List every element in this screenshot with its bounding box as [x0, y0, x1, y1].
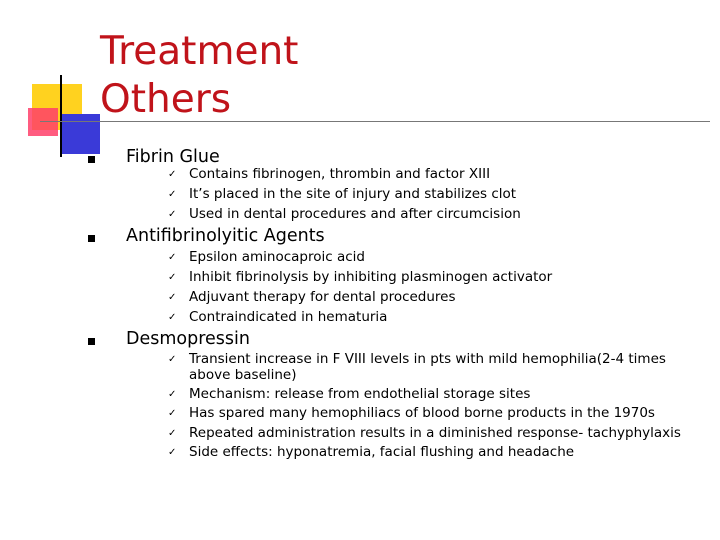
- checkmark-icon: ✓: [168, 312, 177, 323]
- list-item: Side effects: hyponatremia, facial flushing and headache: [189, 444, 575, 460]
- square-bullet-icon: [88, 156, 95, 163]
- list-item: Mechanism: release from endothelial storage sites: [189, 386, 531, 402]
- section-heading-fibrin-glue: Fibrin Glue: [126, 147, 220, 167]
- checkmark-icon: ✓: [168, 272, 177, 283]
- checkmark-icon: ✓: [168, 169, 177, 180]
- decor-blue-square: [62, 114, 100, 154]
- title-line-2: Others: [100, 77, 232, 122]
- slide-title: [100, 28, 298, 124]
- checkmark-icon: ✓: [168, 354, 177, 365]
- list-item: Adjuvant therapy for dental procedures: [189, 289, 456, 305]
- title-line-1: Treatment: [100, 29, 299, 74]
- checkmark-icon: ✓: [168, 428, 177, 439]
- list-item: Epsilon aminocaproic acid: [189, 249, 365, 265]
- checkmark-icon: ✓: [168, 189, 177, 200]
- list-item: Transient increase in F VIII levels in pts with mild hemophilia(2-4 times: [189, 351, 666, 367]
- checkmark-icon: ✓: [168, 292, 177, 303]
- square-bullet-icon: [88, 235, 95, 242]
- list-item: Inhibit fibrinolysis by inhibiting plasminogen activator: [189, 269, 553, 285]
- list-item: Used in dental procedures and after circumcision: [189, 206, 521, 222]
- checkmark-icon: ✓: [168, 408, 177, 419]
- checkmark-icon: ✓: [168, 209, 177, 220]
- list-item: Has spared many hemophiliacs of blood borne products in the 1970s: [189, 405, 655, 421]
- list-item: It’s placed in the site of injury and stabilizes clot: [189, 186, 517, 202]
- list-item: Repeated administration results in a diminished response- tachyphylaxis: [189, 425, 681, 441]
- decor-red-square: [28, 108, 58, 136]
- section-heading-antifibrinolytic: Antifibrinolyitic Agents: [126, 226, 325, 246]
- list-item-continuation: above baseline): [189, 367, 297, 383]
- checkmark-icon: ✓: [168, 389, 177, 400]
- square-bullet-icon: [88, 338, 95, 345]
- list-item: Contains fibrinogen, thrombin and factor XIII: [189, 166, 491, 182]
- decor-vertical-line: [60, 75, 62, 157]
- section-heading-desmopressin: Desmopressin: [126, 329, 250, 349]
- checkmark-icon: ✓: [168, 447, 177, 458]
- checkmark-icon: ✓: [168, 252, 177, 263]
- list-item: Contraindicated in hematuria: [189, 309, 388, 325]
